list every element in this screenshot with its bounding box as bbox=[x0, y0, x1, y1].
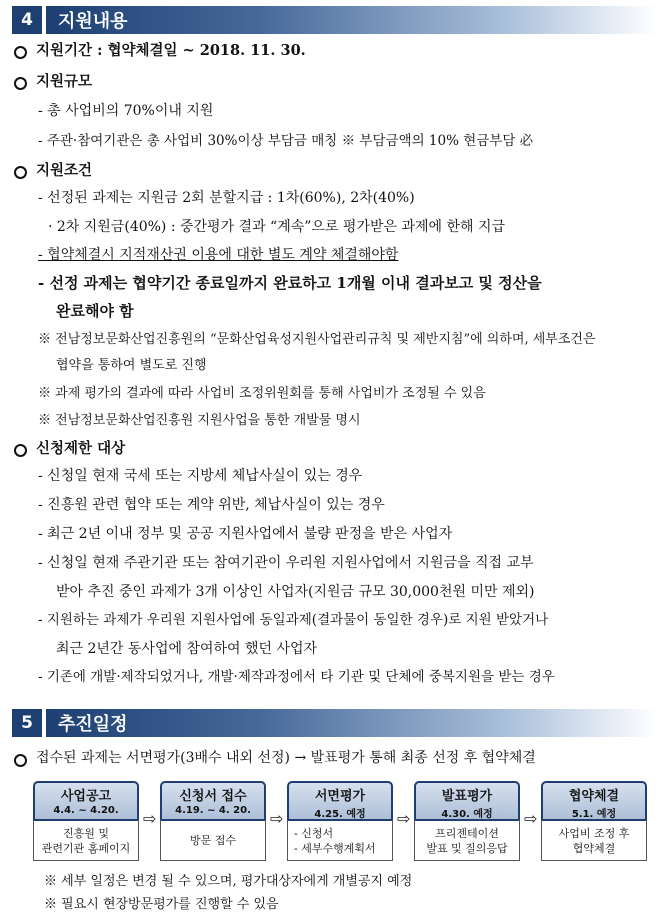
restriction-item: - 신청일 현재 국세 또는 지방세 체납사실이 있는 경우 bbox=[38, 468, 363, 484]
bullet-icon bbox=[14, 77, 27, 90]
step-date: 4.19. ~ 4. 20. bbox=[175, 805, 251, 816]
section-5-header bbox=[12, 709, 657, 737]
step-body bbox=[160, 819, 266, 861]
support-scale-heading: 지원규모 bbox=[36, 73, 93, 90]
step-body bbox=[414, 819, 520, 861]
schedule-note: ※ 세부 일정은 변경 될 수 있으며, 평가대상자에게 개별공지 예정 bbox=[44, 874, 413, 889]
right-arrow-icon: ⇨ bbox=[397, 809, 411, 828]
support-period: 지원기간 : 협약체결일 ~ 2018. 11. 30. bbox=[36, 42, 306, 59]
step-header bbox=[414, 781, 520, 819]
section-title: 지원내용 bbox=[46, 6, 657, 34]
condition-note: ※ 과제 평가의 결과에 따라 사업비 조정위원회를 통해 사업비가 조정될 수 있음 bbox=[38, 386, 486, 401]
restriction-item-cont: 최근 2년간 동사업에 참여하여 했던 사업자 bbox=[56, 641, 318, 657]
condition-item-bold-cont: 완료해야 함 bbox=[56, 302, 134, 320]
step-desc: 협약체결 bbox=[572, 841, 616, 855]
condition-item-bold: - 선정 과제는 협약기간 종료일까지 완료하고 1개월 이내 결과보고 및 정산을 bbox=[38, 274, 542, 292]
step-title: 사업공고 bbox=[60, 789, 112, 804]
step-header bbox=[287, 781, 393, 819]
step-title: 신청서 접수 bbox=[179, 789, 247, 804]
schedule-step bbox=[414, 781, 520, 861]
support-conditions-heading: 지원조건 bbox=[36, 162, 93, 179]
bullet-icon bbox=[14, 46, 27, 59]
step-desc: 프리젠테이션 bbox=[435, 826, 499, 840]
condition-subitem: · 2차 지원금(40%) : 중간평가 결과 “계속”으로 평가받은 과제에 한해 지급 bbox=[48, 219, 506, 235]
section-number: 4 bbox=[12, 6, 42, 34]
restriction-heading: 신청제한 대상 bbox=[36, 440, 126, 457]
step-desc: 사업비 조정 후 bbox=[558, 826, 630, 840]
step-body bbox=[33, 819, 139, 861]
step-desc: - 신청서 bbox=[294, 826, 334, 840]
section-number: 5 bbox=[12, 709, 42, 737]
condition-note: ※ 전남정보문화산업진흥원의 “문화산업육성지원사업관리규칙 및 제반지침”에 의하며, 세부조건은 bbox=[38, 332, 596, 347]
condition-note: ※ 전남정보문화산업진흥원 지원사업을 통한 개발물 명시 bbox=[38, 413, 361, 428]
schedule-step bbox=[541, 781, 647, 861]
scale-item: - 주관·참여기관은 총 사업비 30%이상 부담금 매칭 ※ 부담금액의 10% 현금부담 必 bbox=[38, 133, 534, 149]
restriction-item: - 신청일 현재 주관기관 또는 참여기관이 우리원 지원사업에서 지원금을 직접 교부 bbox=[38, 555, 534, 571]
schedule-step bbox=[287, 781, 393, 861]
step-date: 5.1. 예정 bbox=[571, 809, 617, 820]
restriction-item: - 기존에 개발·제작되었거나, 개발·제작과정에서 타 기관 및 단체에 중복지원을 받는 경우 bbox=[38, 669, 555, 685]
step-date: 4.25. 예정 bbox=[314, 809, 366, 820]
restriction-item-cont: 받아 추진 중인 과제가 3개 이상인 사업자(지원금 규모 30,000천원 미만 제외) bbox=[56, 584, 535, 600]
step-title: 발표평가 bbox=[441, 789, 493, 804]
step-desc: 관련기관 홈페이지 bbox=[41, 841, 131, 855]
step-header bbox=[541, 781, 647, 819]
schedule-intro: 접수된 과제는 서면평가(3배수 내외 선정) → 발표평가 통해 최종 선정 후 협약체결 bbox=[36, 750, 536, 766]
schedule-step bbox=[33, 781, 139, 861]
scale-item: - 총 사업비의 70%이내 지원 bbox=[38, 103, 214, 119]
bullet-icon bbox=[14, 444, 27, 457]
right-arrow-icon: ⇨ bbox=[143, 809, 157, 828]
section-title: 추진일정 bbox=[46, 709, 657, 737]
right-arrow-icon: ⇨ bbox=[270, 809, 284, 828]
schedule-note: ※ 필요시 현장방문평가를 진행할 수 있음 bbox=[44, 897, 279, 912]
step-title: 서면평가 bbox=[314, 789, 366, 804]
step-date: 4.4. ~ 4.20. bbox=[53, 805, 119, 816]
restriction-item: - 지원하는 과제가 우리원 지원사업에 동일과제(결과물이 동일한 경우)로 지원 받았거나 bbox=[38, 612, 549, 628]
condition-item: - 협약체결시 지적재산권 이용에 대한 별도 계약 체결해야함 bbox=[38, 247, 399, 263]
bullet-icon bbox=[14, 166, 27, 179]
condition-item: - 선정된 과제는 지원금 2회 분할지급 : 1차(60%), 2차(40%) bbox=[38, 190, 415, 206]
restriction-item: - 최근 2년 이내 정부 및 공공 지원사업에서 불량 판정을 받은 사업자 bbox=[38, 526, 453, 542]
condition-note-cont: 협약을 통하여 별도로 진행 bbox=[56, 358, 207, 373]
step-desc: 방문 접수 bbox=[189, 834, 236, 847]
step-header bbox=[33, 781, 139, 819]
step-header bbox=[160, 781, 266, 819]
step-body bbox=[287, 819, 393, 861]
section-4-header bbox=[12, 6, 657, 34]
step-date: 4.30. 예정 bbox=[441, 809, 493, 820]
step-desc: - 세부수행계획서 bbox=[294, 841, 376, 855]
bullet-icon bbox=[14, 754, 27, 767]
schedule-step bbox=[160, 781, 266, 861]
step-desc: 진흥원 및 bbox=[62, 826, 109, 840]
right-arrow-icon: ⇨ bbox=[524, 809, 538, 828]
restriction-item: - 진흥원 관련 협약 또는 계약 위반, 체납사실이 있는 경우 bbox=[38, 497, 385, 513]
step-title: 협약체결 bbox=[568, 789, 620, 804]
step-desc: 발표 및 질의응답 bbox=[426, 841, 508, 855]
step-body bbox=[541, 819, 647, 861]
